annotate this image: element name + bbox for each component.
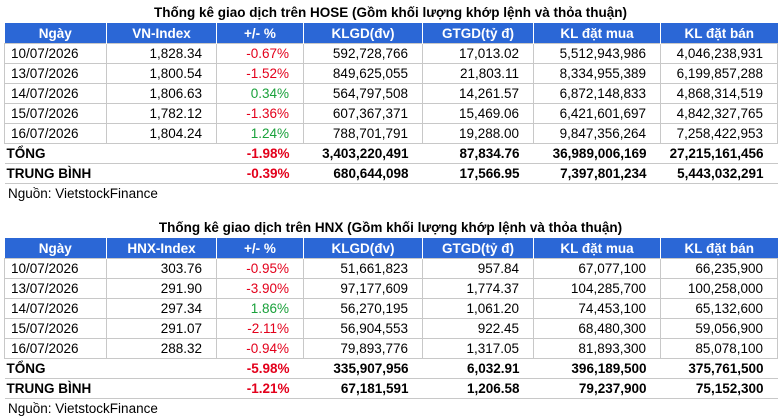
table-cell: 297.34: [107, 299, 217, 319]
average-row: [5, 164, 778, 184]
hose-header-row: [5, 23, 778, 44]
table-cell: 1,206.58: [423, 379, 534, 399]
table-cell: 75,152,300: [661, 379, 778, 399]
table-cell: 335,907,956: [304, 359, 423, 379]
table-cell: 607,367,371: [304, 104, 423, 124]
table-cell: 6,872,148,833: [534, 84, 661, 104]
table-cell: 680,644,098: [304, 164, 423, 184]
hnx-source-note: Nguồn: VietstockFinance: [8, 401, 158, 416]
table-cell: 375,761,500: [661, 359, 778, 379]
table-row: [5, 259, 778, 279]
table-cell: 15,469.06: [423, 104, 534, 124]
table-cell: 67,077,100: [534, 259, 661, 279]
hose-table-body: [5, 44, 778, 184]
total-row: [5, 144, 778, 164]
column-header: KL đặt mua: [534, 23, 661, 44]
table-cell: TỔNG: [5, 359, 107, 379]
table-cell: 6,199,857,288: [661, 64, 778, 84]
table-cell: 59,056,900: [661, 319, 778, 339]
table-row: [5, 124, 778, 144]
column-header: GTGD(tỷ đ): [423, 238, 534, 259]
table-cell: 79,237,900: [534, 379, 661, 399]
table-cell: 1.86%: [217, 299, 304, 319]
table-cell: 957.84: [423, 259, 534, 279]
table-cell: 1,800.54: [107, 64, 217, 84]
table-cell: 1,806.63: [107, 84, 217, 104]
table-cell: [107, 379, 217, 399]
table-cell: -5.98%: [217, 359, 304, 379]
table-cell: TỔNG: [5, 144, 107, 164]
table-cell: 1.24%: [217, 124, 304, 144]
table-cell: 303.76: [107, 259, 217, 279]
table-cell: 15/07/2026: [5, 104, 107, 124]
column-header: KLGD(đv): [304, 23, 423, 44]
table-row: [5, 64, 778, 84]
column-header: +/- %: [217, 23, 304, 44]
table-cell: 68,480,300: [534, 319, 661, 339]
column-header: KL đặt bán: [661, 23, 778, 44]
table-cell: 14,261.57: [423, 84, 534, 104]
table-cell: -1.36%: [217, 104, 304, 124]
table-cell: 6,032.91: [423, 359, 534, 379]
table-cell: 85,078,100: [661, 339, 778, 359]
table-cell: -3.90%: [217, 279, 304, 299]
table-cell: 10/07/2026: [5, 44, 107, 64]
column-header: GTGD(tỷ đ): [423, 23, 534, 44]
hose-source-note: Nguồn: VietstockFinance: [8, 186, 158, 201]
table-cell: 291.07: [107, 319, 217, 339]
table-cell: 4,046,238,931: [661, 44, 778, 64]
table-cell: TRUNG BÌNH: [5, 164, 107, 184]
table-cell: 4,868,314,519: [661, 84, 778, 104]
column-header: KL đặt mua: [534, 238, 661, 259]
table-cell: 65,132,600: [661, 299, 778, 319]
table-cell: 6,421,601,697: [534, 104, 661, 124]
column-header: HNX-Index: [107, 238, 217, 259]
table-cell: 849,625,055: [304, 64, 423, 84]
table-cell: 922.45: [423, 319, 534, 339]
table-cell: 592,728,766: [304, 44, 423, 64]
table-cell: 788,701,791: [304, 124, 423, 144]
table-cell: -0.95%: [217, 259, 304, 279]
table-row: [5, 84, 778, 104]
table-cell: 1,061.20: [423, 299, 534, 319]
table-cell: -0.67%: [217, 44, 304, 64]
table-cell: 19,288.00: [423, 124, 534, 144]
average-row: [5, 379, 778, 399]
table-cell: 7,397,801,234: [534, 164, 661, 184]
hnx-header-row: [5, 238, 778, 259]
table-cell: -0.39%: [217, 164, 304, 184]
table-cell: -1.52%: [217, 64, 304, 84]
table-cell: 13/07/2026: [5, 279, 107, 299]
table-cell: 288.32: [107, 339, 217, 359]
hnx-table-title: Thống kê giao dịch trên HNX (Gồm khối lượng khớp lệnh và thỏa thuận): [158, 220, 623, 235]
table-cell: 16/07/2026: [5, 339, 107, 359]
table-cell: [107, 164, 217, 184]
table-cell: 5,512,943,986: [534, 44, 661, 64]
table-cell: 104,285,700: [534, 279, 661, 299]
column-header: KLGD(đv): [304, 238, 423, 259]
table-cell: 17,566.95: [423, 164, 534, 184]
table-row: [5, 299, 778, 319]
table-cell: 291.90: [107, 279, 217, 299]
table-cell: 7,258,422,953: [661, 124, 778, 144]
table-row: [5, 44, 778, 64]
table-cell: 1,782.12: [107, 104, 217, 124]
table-cell: 1,804.24: [107, 124, 217, 144]
table-cell: 81,893,300: [534, 339, 661, 359]
table-cell: 13/07/2026: [5, 64, 107, 84]
table-cell: 1,828.34: [107, 44, 217, 64]
table-row: [5, 339, 778, 359]
table-cell: 27,215,161,456: [661, 144, 778, 164]
table-cell: -2.11%: [217, 319, 304, 339]
table-cell: 97,177,609: [304, 279, 423, 299]
table-cell: -0.94%: [217, 339, 304, 359]
hnx-section: [4, 218, 777, 419]
table-cell: 16/07/2026: [5, 124, 107, 144]
hose-section: [4, 3, 777, 204]
table-cell: 0.34%: [217, 84, 304, 104]
table-cell: 396,189,500: [534, 359, 661, 379]
table-cell: 56,904,553: [304, 319, 423, 339]
table-cell: 14/07/2026: [5, 84, 107, 104]
table-cell: [107, 359, 217, 379]
table-cell: 8,334,955,389: [534, 64, 661, 84]
hnx-stats-table: [4, 238, 778, 399]
column-header: +/- %: [217, 238, 304, 259]
table-cell: 564,797,508: [304, 84, 423, 104]
hose-table-title: Thống kê giao dịch trên HOSE (Gồm khối lượng khớp lệnh và thỏa thuận): [154, 5, 627, 20]
table-cell: 51,661,823: [304, 259, 423, 279]
table-cell: 67,181,591: [304, 379, 423, 399]
column-header: Ngày: [5, 238, 107, 259]
column-header: VN-Index: [107, 23, 217, 44]
table-cell: [107, 144, 217, 164]
table-cell: 3,403,220,491: [304, 144, 423, 164]
table-cell: 56,270,195: [304, 299, 423, 319]
table-cell: 36,989,006,169: [534, 144, 661, 164]
table-cell: TRUNG BÌNH: [5, 379, 107, 399]
column-header: Ngày: [5, 23, 107, 44]
table-row: [5, 319, 778, 339]
table-cell: 87,834.76: [423, 144, 534, 164]
total-row: [5, 359, 778, 379]
hose-stats-table: [4, 23, 778, 184]
table-row: [5, 104, 778, 124]
table-cell: -1.98%: [217, 144, 304, 164]
table-cell: 1,317.05: [423, 339, 534, 359]
hnx-table-body: [5, 259, 778, 399]
table-cell: 100,258,000: [661, 279, 778, 299]
table-cell: 9,847,356,264: [534, 124, 661, 144]
table-cell: 4,842,327,765: [661, 104, 778, 124]
table-cell: 17,013.02: [423, 44, 534, 64]
table-row: [5, 279, 778, 299]
table-cell: 14/07/2026: [5, 299, 107, 319]
table-cell: 21,803.11: [423, 64, 534, 84]
table-cell: 15/07/2026: [5, 319, 107, 339]
table-cell: -1.21%: [217, 379, 304, 399]
table-cell: 66,235,900: [661, 259, 778, 279]
table-cell: 5,443,032,291: [661, 164, 778, 184]
table-cell: 74,453,100: [534, 299, 661, 319]
table-cell: 10/07/2026: [5, 259, 107, 279]
table-cell: 1,774.37: [423, 279, 534, 299]
column-header: KL đặt bán: [661, 238, 778, 259]
table-cell: 79,893,776: [304, 339, 423, 359]
